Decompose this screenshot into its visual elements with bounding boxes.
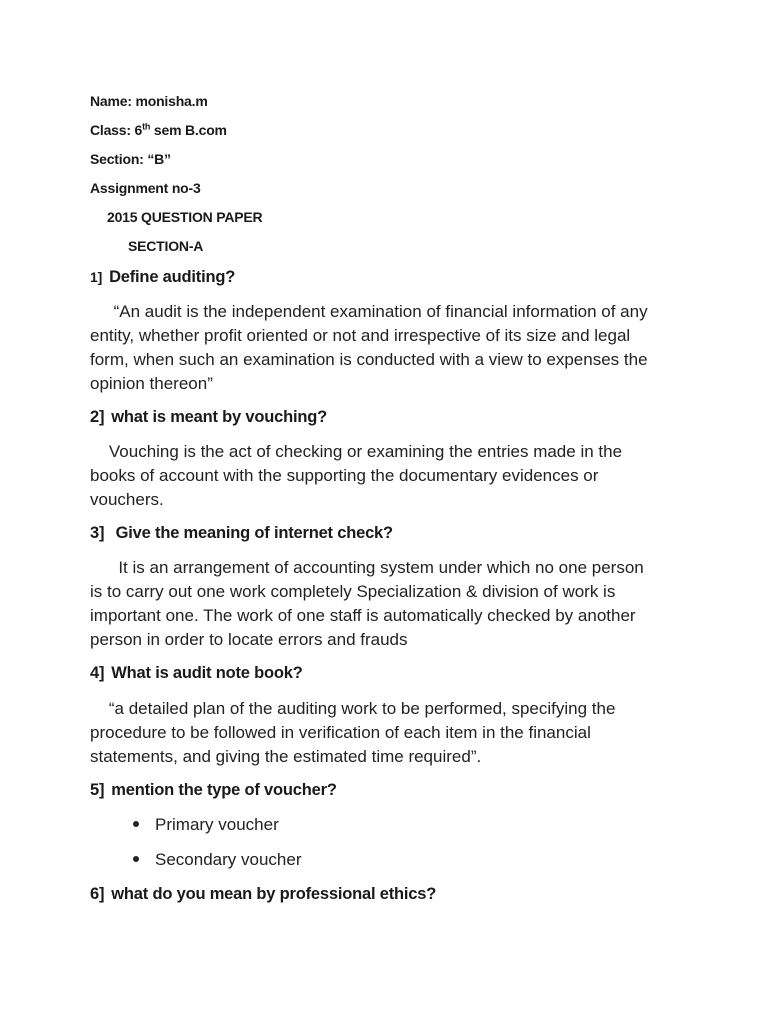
question-2: [90, 408, 327, 427]
answer-line: “a detailed plan of the auditing work to be performed, specifying the: [90, 699, 616, 718]
section-title: SECTION-A: [128, 238, 204, 254]
question-text: Give the meaning of internet check?: [111, 524, 393, 542]
question-text: what is meant by vouching?: [111, 408, 328, 426]
bullet-icon: [133, 821, 139, 827]
question-4: [90, 664, 303, 683]
answer-line: opinion thereon”: [90, 374, 213, 393]
student-name: Name: monisha.m: [90, 93, 208, 109]
list-item: [133, 850, 301, 870]
answer-line: statements, and giving the estimated time required”.: [90, 747, 482, 766]
list-item-text: Secondary voucher: [155, 850, 302, 869]
question-1: [90, 268, 235, 287]
answer-3: [90, 556, 680, 652]
class-prefix: Class: 6: [90, 122, 143, 138]
question-number: 1]: [90, 269, 103, 285]
answer-line: “An audit is the independent examination of financial information of any: [90, 302, 648, 321]
answer-line: important one. The work of one staff is automatically checked by another: [90, 606, 636, 625]
class-superscript: th: [142, 121, 151, 132]
list-item-text: Primary voucher: [155, 815, 279, 834]
answer-4: [90, 697, 680, 769]
question-number: 6]: [90, 885, 105, 903]
student-class: [90, 122, 227, 138]
paper-title: 2015 QUESTION PAPER: [107, 209, 263, 225]
student-section: Section: “B”: [90, 151, 171, 167]
question-text: mention the type of voucher?: [111, 781, 337, 799]
answer-2: [90, 440, 680, 512]
question-text: Define auditing?: [109, 268, 236, 286]
bullet-icon: [133, 856, 139, 862]
answer-line: procedure to be followed in verification of each item in the financial: [90, 723, 591, 742]
class-suffix: sem B.com: [150, 122, 227, 138]
question-text: what do you mean by professional ethics?: [111, 885, 437, 903]
answer-line: person in order to locate errors and frauds: [90, 630, 408, 649]
answer-line: form, when such an examination is conducted with a view to expenses the: [90, 350, 648, 369]
question-text: What is audit note book?: [111, 664, 303, 682]
answer-line: entity, whether profit oriented or not and irrespective of its size and legal: [90, 326, 631, 345]
list-item: [133, 815, 279, 835]
answer-line: vouchers.: [90, 490, 164, 509]
question-number: 5]: [90, 781, 105, 799]
answer-line: Vouching is the act of checking or examining the entries made in the: [90, 442, 623, 461]
question-5: [90, 781, 337, 800]
question-number: 2]: [90, 408, 105, 426]
question-number: 4]: [90, 664, 105, 682]
answer-1: [90, 300, 680, 396]
question-6: [90, 885, 436, 904]
question-3: [90, 524, 393, 543]
answer-line: books of account with the supporting the documentary evidences or: [90, 466, 599, 485]
assignment-number: Assignment no-3: [90, 180, 201, 196]
answer-line: is to carry out one work completely Specialization & division of work is: [90, 582, 616, 601]
answer-line: It is an arrangement of accounting system under which no one person: [90, 558, 644, 577]
question-number: 3]: [90, 524, 105, 542]
